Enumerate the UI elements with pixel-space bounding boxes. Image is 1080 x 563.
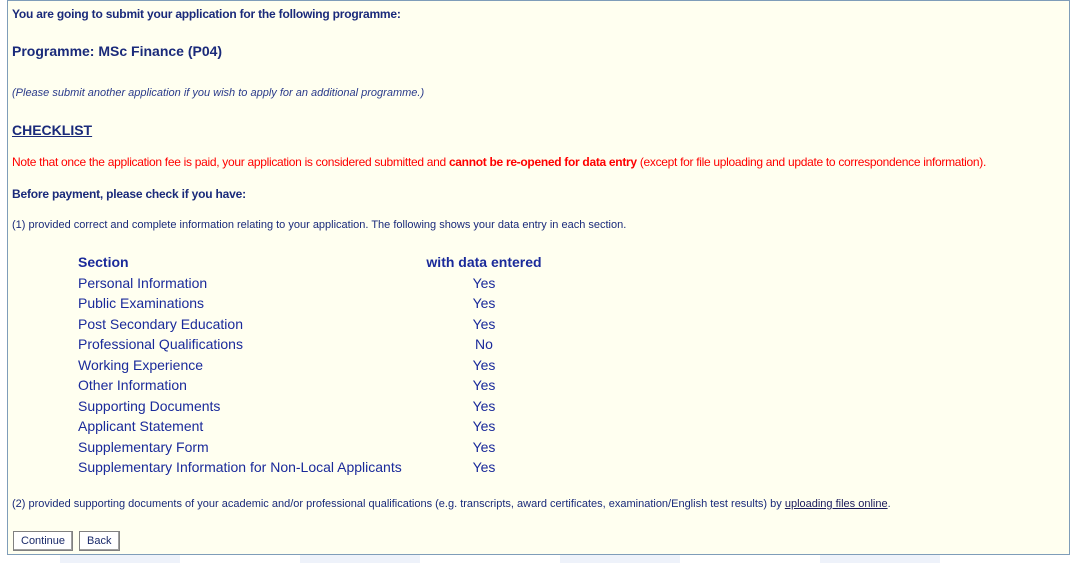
- payment-warning: [12, 155, 986, 169]
- checklist-heading: CHECKLIST: [12, 122, 93, 138]
- back-button[interactable]: Back: [79, 531, 119, 551]
- button-bar: [13, 531, 120, 551]
- upload-files-link[interactable]: uploading files online: [784, 498, 888, 510]
- header-section: Section: [78, 254, 129, 270]
- checklist-item-2: [12, 498, 891, 510]
- row-value: Yes: [472, 397, 496, 414]
- row-section: Other Information: [78, 377, 187, 393]
- row-value: Yes: [472, 377, 496, 393]
- row-value: Yes: [472, 418, 496, 434]
- programme-title: Programme: MSc Finance (P04): [12, 43, 223, 59]
- row-value: Yes: [472, 315, 496, 332]
- additional-programme-note: (Please submit another application if you wish to apply for an additional programme.): [12, 87, 425, 99]
- row-section: Supplementary Form: [78, 438, 209, 455]
- table-row: [78, 416, 546, 437]
- continue-button[interactable]: Continue: [13, 531, 73, 551]
- table-row: [78, 273, 546, 294]
- table-row: [78, 334, 546, 355]
- table-row: [78, 396, 546, 417]
- application-submit-panel: [7, 0, 1070, 555]
- row-section: Post Secondary Education: [78, 315, 243, 332]
- table-row: [78, 293, 546, 314]
- row-value: Yes: [472, 459, 496, 475]
- table-header-row: [78, 252, 546, 273]
- row-section: Applicant Statement: [78, 418, 204, 434]
- watermark-band: [300, 555, 420, 563]
- warning-text-end: (except for file uploading and update to correspondence information).: [636, 155, 987, 169]
- row-section: Supporting Documents: [78, 397, 221, 414]
- table-row: [78, 457, 546, 478]
- item2-end: .: [887, 498, 891, 510]
- row-value: Yes: [472, 295, 496, 311]
- row-value: Yes: [472, 274, 496, 291]
- table-row: [78, 437, 546, 458]
- row-value: Yes: [472, 356, 496, 373]
- warning-text-start: Note that once the application fee is paid, your application is considered submitted and: [12, 155, 449, 169]
- warning-text-emphasis: cannot be re-opened for data entry: [448, 155, 637, 169]
- data-entry-table: [78, 252, 546, 478]
- table-row: [78, 355, 546, 376]
- row-section: Working Experience: [78, 356, 204, 373]
- row-section: Supplementary Information for Non-Local Applicants: [78, 459, 402, 475]
- table-row: [78, 314, 546, 335]
- before-payment-heading: Before payment, please check if you have:: [12, 187, 246, 201]
- row-section: Public Examinations: [78, 295, 205, 311]
- watermark-band: [560, 555, 680, 563]
- row-value: Yes: [472, 438, 496, 455]
- item2-text: (2) provided supporting documents of your academic and/or professional qualifications (e.g. transcripts, award certificates, examination/English test results) by: [12, 498, 785, 510]
- checklist-item-1: (1) provided correct and complete information relating to your application. The following shows your data entry in each section.: [12, 219, 627, 231]
- intro-text: You are going to submit your application for the following programme:: [12, 7, 401, 21]
- row-section: Professional Qualifications: [78, 336, 243, 352]
- table-row: [78, 375, 546, 396]
- row-section: Personal Information: [78, 274, 208, 291]
- watermark-band: [820, 555, 940, 563]
- watermark-band: [60, 555, 180, 563]
- row-value: No: [475, 336, 493, 352]
- header-with-data-entered: with data entered: [426, 254, 542, 270]
